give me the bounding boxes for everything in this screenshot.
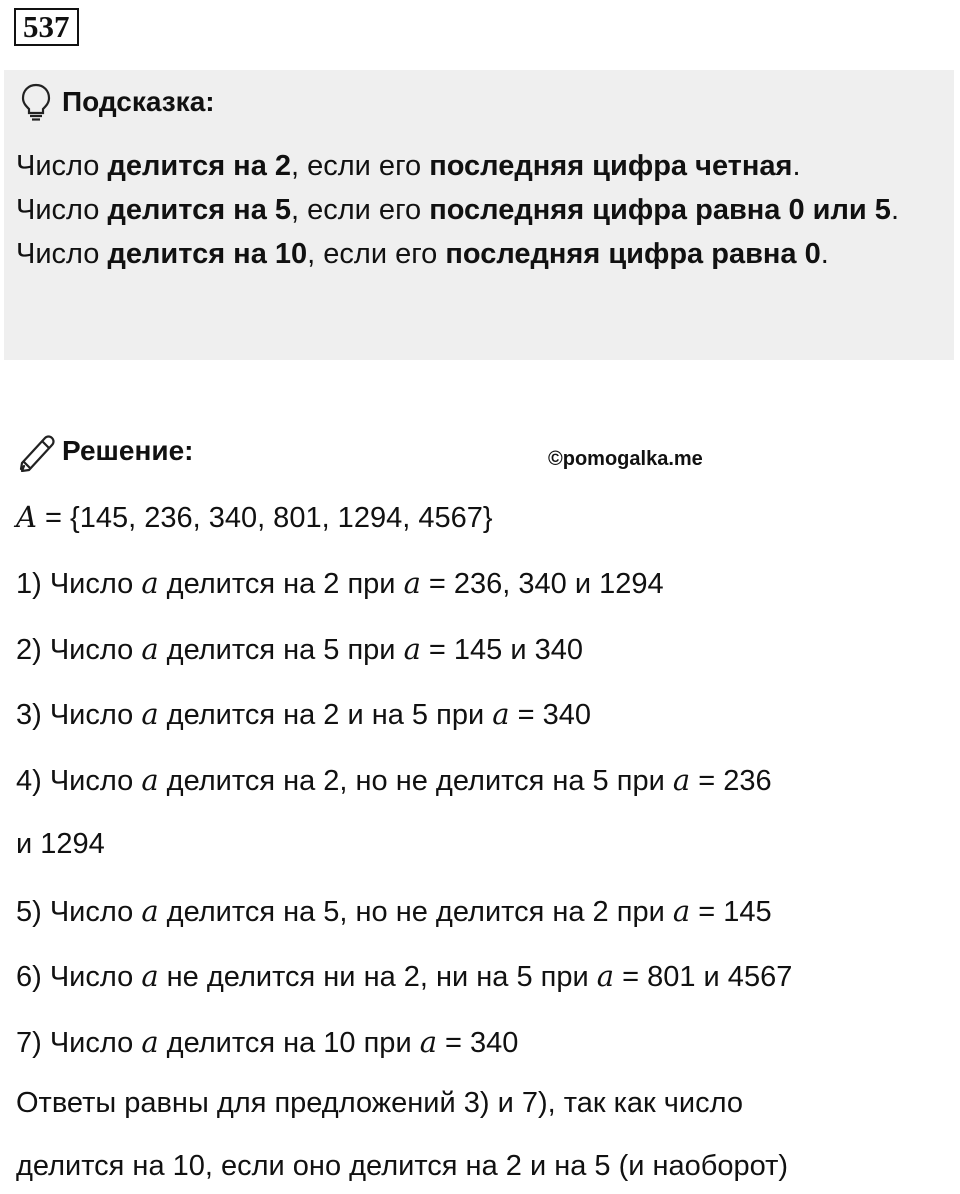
variable: a (403, 632, 421, 666)
solution-title-text: Решение: (62, 435, 194, 466)
item-text: 5) Число (16, 896, 142, 928)
solution-item-6 (16, 959, 792, 994)
variable: a (141, 632, 159, 666)
hint-box (4, 70, 954, 360)
item-text: делится на 2 при (158, 568, 404, 600)
set-variable: A (16, 500, 37, 534)
hint-bold-span: последняя цифра равна 0 (445, 238, 821, 270)
item-text: = 801 и 4567 (614, 961, 793, 993)
hint-text-span: , если его (291, 150, 430, 182)
variable: a (419, 1025, 437, 1059)
hint-text-span: . (820, 238, 829, 270)
variable: a (403, 566, 421, 600)
variable: a (672, 763, 691, 797)
solution-item-4-continued: и 1294 (16, 828, 105, 860)
item-text: делится на 2 и на 5 при (158, 699, 493, 731)
solution-item-1 (16, 566, 664, 601)
solution-item-4 (16, 763, 772, 798)
variable: a (141, 763, 159, 797)
hint-text-span: Число (16, 150, 108, 182)
hint-text-span: . (792, 150, 801, 182)
item-text: делится на 5, но не делится на 2 при (158, 896, 673, 928)
item-text: 1) Число (16, 568, 142, 600)
item-text: = 340 (509, 699, 591, 731)
variable: a (141, 894, 159, 928)
variable: a (672, 894, 691, 928)
set-definition (16, 500, 493, 535)
solution-item-3 (16, 697, 591, 732)
answer-line-2: делится на 10, если оно делится на 2 и на 5 (и наоборот) (16, 1150, 789, 1182)
hint-text-span: , если его (307, 238, 446, 270)
task-number: 537 (14, 8, 79, 46)
hint-text-span: . (890, 194, 899, 226)
item-text: 4) Число (16, 765, 142, 797)
item-text: = 145 (690, 896, 772, 928)
item-text: = 236 (690, 765, 772, 797)
item-text: 2) Число (16, 634, 142, 666)
hint-text-span: Число (16, 194, 108, 226)
item-text: = 145 и 340 (420, 634, 584, 666)
hint-bold-span: последняя цифра равна 0 или 5 (429, 194, 891, 226)
hint-title-text: Подсказка: (62, 86, 215, 117)
item-text: = 340 (437, 1027, 519, 1059)
solution-item-2 (16, 632, 583, 667)
hint-line-1 (16, 144, 941, 188)
hint-text (16, 144, 941, 276)
hint-line-2 (16, 188, 941, 232)
solution-item-7 (16, 1025, 518, 1060)
variable: a (141, 566, 159, 600)
variable: a (141, 1025, 159, 1059)
pencil-icon (16, 430, 56, 472)
item-text: делится на 2, но не делится на 5 при (158, 765, 673, 797)
variable: a (141, 697, 159, 731)
variable: a (596, 959, 615, 993)
item-text: = 236, 340 и 1294 (420, 568, 664, 600)
answer-line-1: Ответы равны для предложений 3) и 7), так как число (16, 1087, 743, 1119)
hint-bold-span: делится на 5 (107, 194, 292, 226)
hint-title (20, 82, 215, 122)
item-text: делится на 5 при (158, 634, 404, 666)
hint-text-span: Число (16, 238, 108, 270)
hint-bold-span: последняя цифра четная (429, 150, 793, 182)
item-text: делится на 10 при (158, 1027, 420, 1059)
set-values: = {145, 236, 340, 801, 1294, 4567} (36, 502, 493, 534)
item-text: 3) Число (16, 699, 142, 731)
variable: a (492, 697, 510, 731)
hint-line-3 (16, 232, 941, 276)
hint-text-span: , если его (291, 194, 430, 226)
solution-item-5 (16, 894, 772, 929)
solution-title (16, 430, 193, 472)
item-text: не делится ни на 2, ни на 5 при (158, 961, 597, 993)
item-text: 6) Число (16, 961, 142, 993)
variable: a (141, 959, 159, 993)
hint-bold-span: делится на 10 (107, 238, 308, 270)
item-text: 7) Число (16, 1027, 142, 1059)
watermark: ©pomogalka.me (548, 448, 703, 470)
hint-bold-span: делится на 2 (107, 150, 292, 182)
lightbulb-icon (20, 82, 52, 122)
